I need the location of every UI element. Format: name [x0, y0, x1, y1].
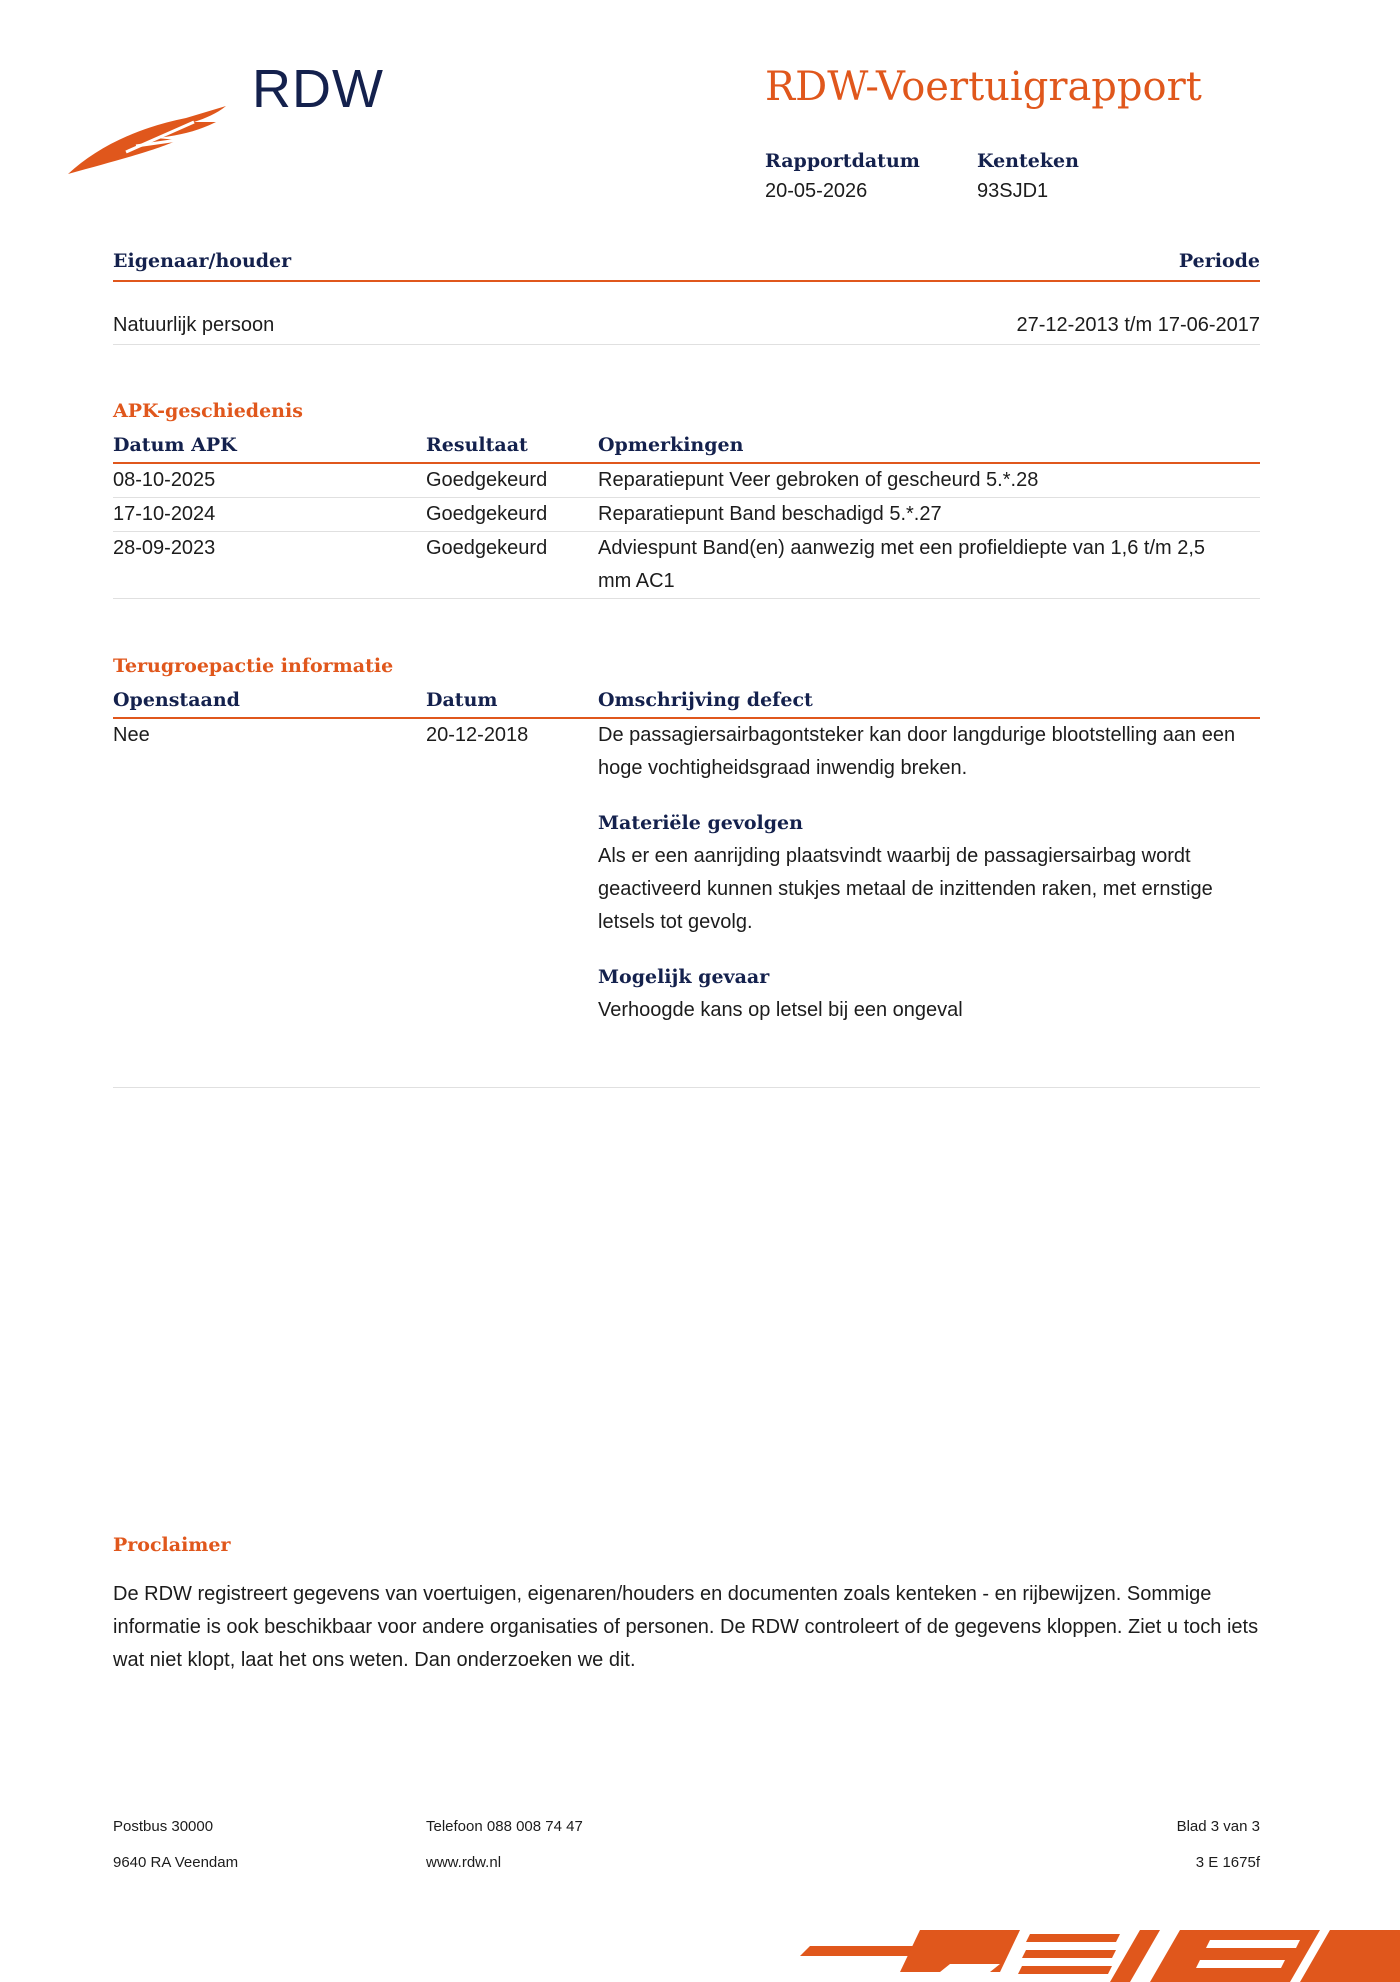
apk-col-remarks: Opmerkingen [598, 434, 744, 456]
report-title: RDW-Voertuigrapport [765, 64, 1202, 110]
apk-result: Goedgekeurd [426, 469, 548, 491]
footer-page-number: Blad 3 van 3 [1176, 1818, 1260, 1835]
recall-col-date: Datum [426, 689, 498, 711]
logo-wordmark: RDW [252, 59, 384, 119]
table-row [113, 719, 1260, 1088]
table-row [113, 464, 1260, 498]
danger-text: Verhoogde kans op letsel bij een ongeval [598, 999, 963, 1021]
apk-date: 17-10-2024 [113, 503, 216, 525]
report-date-block [765, 150, 920, 203]
rdw-logo [66, 58, 386, 178]
recall-table [113, 683, 1260, 1088]
footer-code: 3 E 1675f [1195, 1854, 1260, 1871]
apk-remarks: Adviespunt Band(en) aanwezig met een profieldiepte van 1,6 t/m 2,5 mm AC1 [598, 537, 1206, 592]
apk-col-result: Resultaat [426, 434, 528, 456]
period-label: Periode [1178, 250, 1260, 272]
recall-col-open: Openstaand [113, 689, 240, 711]
proclaimer-text: De RDW registreert gegevens van voertuigen, eigenaren/houders en documenten zoals kenteken - en rijbewijzen. Sommige informatie is ook beschikbaar voor andere organisaties of personen. De RDW controleert of de gegevens kloppen. Ziet u toch iets wat niet klopt, laat het ons weten. Dan onderzoeken we dit. [113, 1583, 1259, 1671]
recall-date: 20-12-2018 [426, 724, 529, 746]
plate-value: 93SJD1 [977, 180, 1049, 202]
consequences-text: Als er een aanrijding plaatsvindt waarbij de passagiersairbag wordt geactiveerd kunnen stukjes metaal de inzittenden raken, met ernstige letsels tot gevolg. [598, 845, 1213, 933]
apk-result: Goedgekeurd [426, 537, 548, 559]
apk-table-header [113, 428, 1260, 464]
table-row [113, 498, 1260, 532]
recall-details [598, 719, 1238, 1027]
rdw-feather-icon [66, 88, 236, 178]
footer-website[interactable]: www.rdw.nl [426, 1854, 502, 1871]
footer-postbus: Postbus 30000 [113, 1818, 214, 1835]
apk-table [113, 428, 1260, 599]
plate-label: Kenteken [977, 150, 1079, 172]
footer-city: 9640 RA Veendam [113, 1854, 239, 1871]
apk-remarks: Reparatiepunt Band beschadigd 5.*.27 [598, 503, 942, 525]
table-row [113, 532, 1260, 599]
recall-col-defect: Omschrijving defect [598, 689, 813, 711]
apk-result: Goedgekeurd [426, 503, 548, 525]
consequences-label: Materiële gevolgen [598, 812, 803, 834]
plate-block [977, 150, 1079, 203]
footer-phone: Telefoon 088 008 74 47 [426, 1818, 583, 1835]
apk-date: 08-10-2025 [113, 469, 216, 491]
owner-type: Natuurlijk persoon [113, 314, 275, 336]
owner-period: 27-12-2013 t/m 17-06-2017 [1016, 314, 1260, 336]
report-date-label: Rapportdatum [765, 150, 920, 172]
danger-label: Mogelijk gevaar [598, 966, 770, 988]
recall-open: Nee [113, 724, 150, 746]
recall-section-title: Terugroepactie informatie [113, 655, 394, 677]
recall-defect: De passagiersairbagontsteker kan door langdurige blootstelling aan een hoge vochtigheidsgraad inwendig breken. [598, 724, 1236, 779]
apk-section-title: APK-geschiedenis [113, 400, 303, 422]
apk-remarks: Reparatiepunt Veer gebroken of gescheurd 5.*.28 [598, 469, 1039, 491]
report-date-value: 20-05-2026 [765, 180, 868, 202]
apk-date: 28-09-2023 [113, 537, 216, 559]
proclaimer-title: Proclaimer [113, 1534, 231, 1556]
recall-table-header [113, 683, 1260, 719]
owner-header [113, 246, 1260, 282]
owner-label: Eigenaar/houder [113, 250, 292, 272]
owner-row [113, 296, 1260, 345]
apk-col-date: Datum APK [113, 434, 237, 456]
decorative-stripes-icon [800, 1920, 1400, 1982]
